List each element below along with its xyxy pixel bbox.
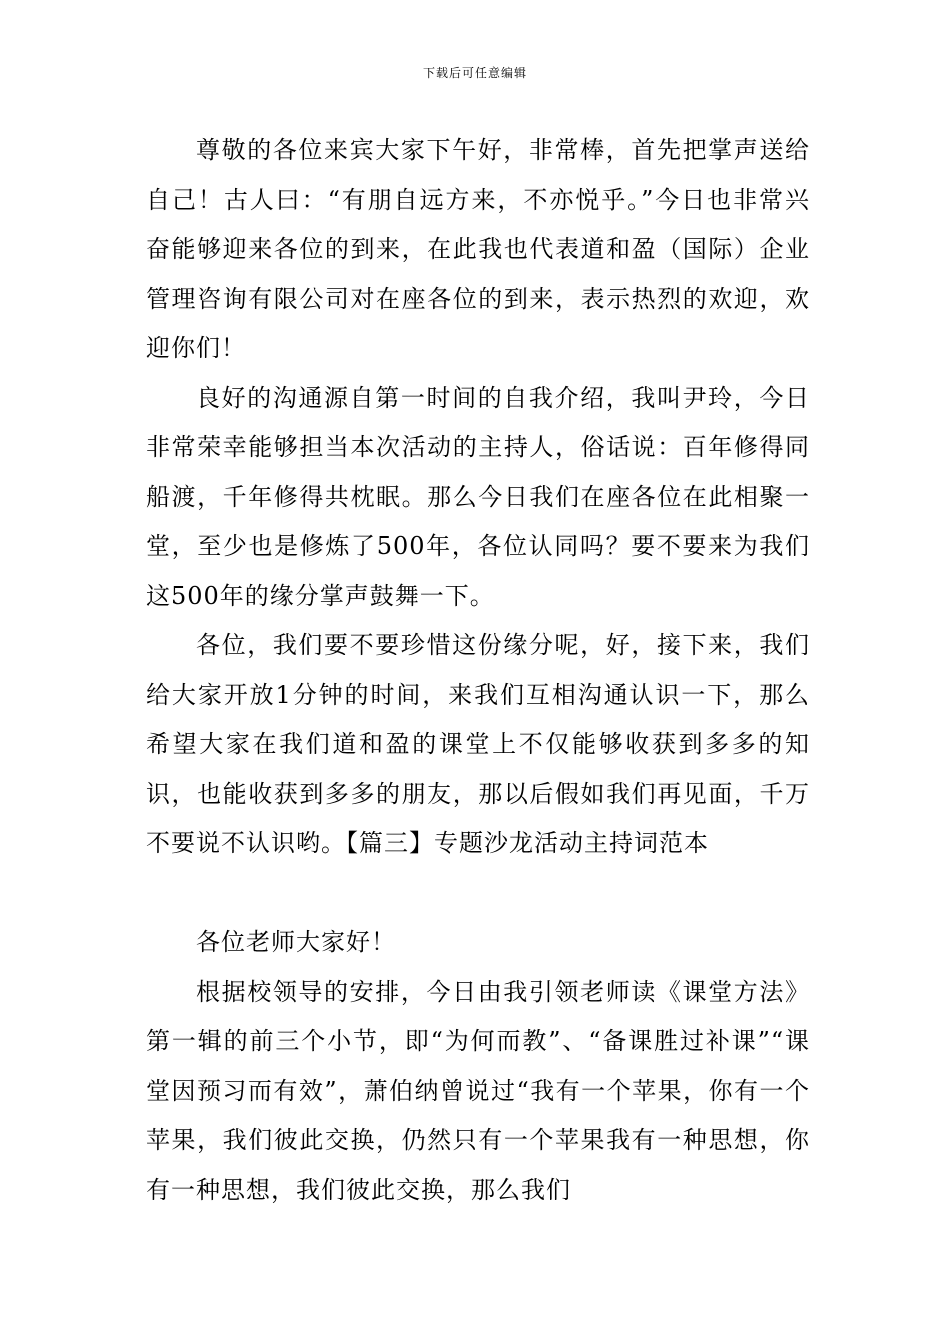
- page-header: 下载后可任意编辑: [422, 66, 527, 80]
- paragraph-welcome: 尊敬的各位来宾大家下午好，非常棒，首先把掌声送给自己！古人曰：“有朋自远方来，不亦悦乎。”今日也非常兴奋能够迎来各位的到来，在此我也代表道和盈（国际）企业管理咨询有限公司对在座各位的到来，表示热烈的欢迎，欢迎你们！: [146, 136, 810, 362]
- paragraph-greeting: 各位老师大家好！: [196, 928, 396, 956]
- paragraph-reading-plan: 根据校领导的安排，今日由我引领老师读《课堂方法》第一辑的前三个小节，即“为何而教”、“备课胜过补课”“课堂因预习而有效”，萧伯纳曾说过“我有一个苹果，你有一个苹果，我们彼此交换，仍然只有一个苹果我有一种思想，你有一种思想，我们彼此交换，那么我们: [146, 977, 810, 1204]
- document-body: [146, 126, 810, 1215]
- paragraph-introduction: 良好的沟通源自第一时间的自我介绍，我叫尹玲，今日非常荣幸能够担当本次活动的主持人，俗话说：百年修得同船渡，千年修得共枕眠。那么今日我们在座各位在此相聚一堂，至少也是修炼了500年，各位认同吗？要不要来为我们这500年的缘分掌声鼓舞一下。: [146, 383, 810, 610]
- paragraph-cherish-fate: 各位，我们要不要珍惜这份缘分呢，好，接下来，我们给大家开放1分钟的时间，来我们互相沟通认识一下，那么希望大家在我们道和盈的课堂上不仅能够收获到多多的知识，也能收获到多多的朋友，那以后假如我们再见面，千万不要说不认识哟。【篇三】专题沙龙活动主持词范本: [146, 631, 810, 857]
